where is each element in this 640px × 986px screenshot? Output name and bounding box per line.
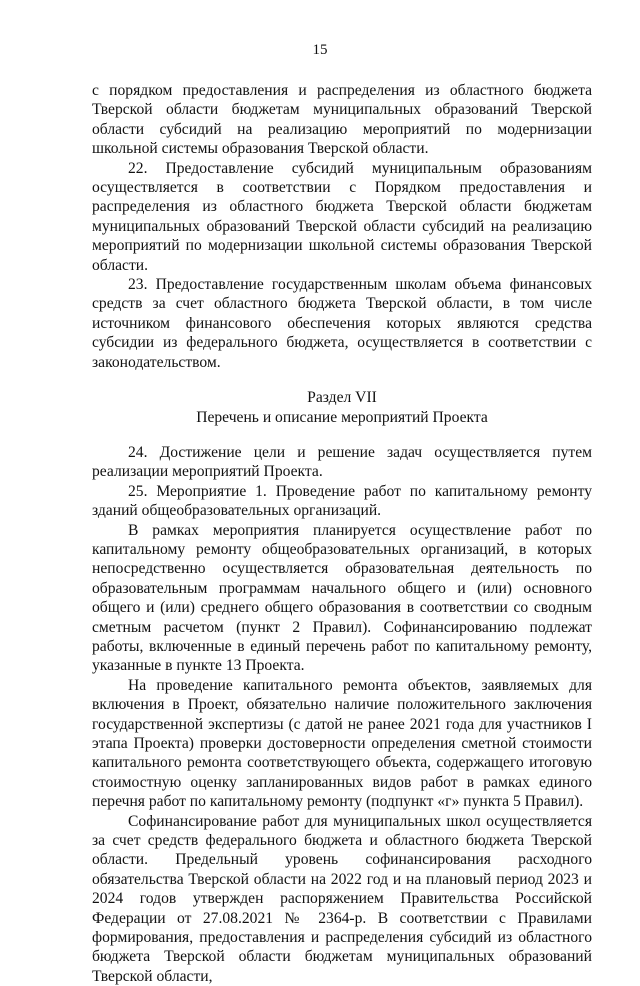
page-number: 15 xyxy=(312,42,328,58)
section-heading xyxy=(92,388,592,427)
paragraph-24: 24. Достижение цели и решение задач осуществляется путем реализации мероприятий Проекта. xyxy=(92,443,592,481)
paragraph-continuation: с порядком предоставления и распределения из областного бюджета Тверской области бюджетам муниципальных образований Тверской области субсидий на реализацию мероприятий по модернизации школьной системы образования Тверской области. xyxy=(92,82,592,158)
section-title: Перечень и описание мероприятий Проекта xyxy=(196,408,488,426)
document-body xyxy=(92,81,592,986)
paragraph-25: 25. Мероприятие 1. Проведение работ по капитальному ремонту зданий общеобразовательных организаций. xyxy=(92,482,592,520)
section-number: Раздел VII xyxy=(307,389,377,407)
paragraph-22: 22. Предоставление субсидий муниципальным образованиям осуществляется в соответствии с Порядком предоставления и распределения из областного бюджета Тверской области бюджетам муниципальных образований Тверской области субсидий на реализацию мероприятий по модернизации школьной системы образования Тверской области. xyxy=(92,159,592,274)
paragraph-expertise-requirement: На проведение капитального ремонта объектов, заявляемых для включения в Проект, обязательно наличие положительного заключения государственной экспертизы (с датой не ранее 2021 года для участников I этапа Проекта) проверки достоверности определения сметной стоимости капитального ремонта соответствующего объекта, содержащего итоговую стоимостную оценку запланированных видов работ в рамках единого перечня работ по капитальному ремонту (подпункт «г» пункта 5 Правил). xyxy=(92,676,592,811)
paragraph-23: 23. Предоставление государственным школам объема финансовых средств за счет областного бюджета Тверской области, в том числе источником финансового обеспечения которых являются средства субсидии из федерального бюджета, осуществляется в соответствии с законодательством. xyxy=(92,276,592,371)
paragraph-activity-description: В рамках мероприятия планируется осуществление работ по капитальному ремонту общеобразовательных организаций, в которых непосредственно осуществляется образовательная деятельность по образовательным программам начального общего и (или) основного общего и (или) среднего общего образования в соответствии со сводным сметным расчетом (пункт 2 Правил). Софинансированию подлежат работы, включенные в единый перечень работ по капитальному ремонту, указанные в пункте 13 Проекта. xyxy=(92,521,592,675)
paragraph-cofinancing: Софинансирование работ для муниципальных школ осуществляется за счет средств федерального бюджета и областного бюджета Тверской области. Предельный уровень софинансирования расходного обязательства Тверской области на 2022 год и на плановый период 2023 и 2024 годов утвержден распоряжением Правительства Российской Федерации от 27.08.2021 № 2364-р. В соответствии с Правилами формирования, предоставления и распределения субсидий из областного бюджета Тверской области бюджетам муниципальных образований Тверской области, xyxy=(92,812,592,985)
